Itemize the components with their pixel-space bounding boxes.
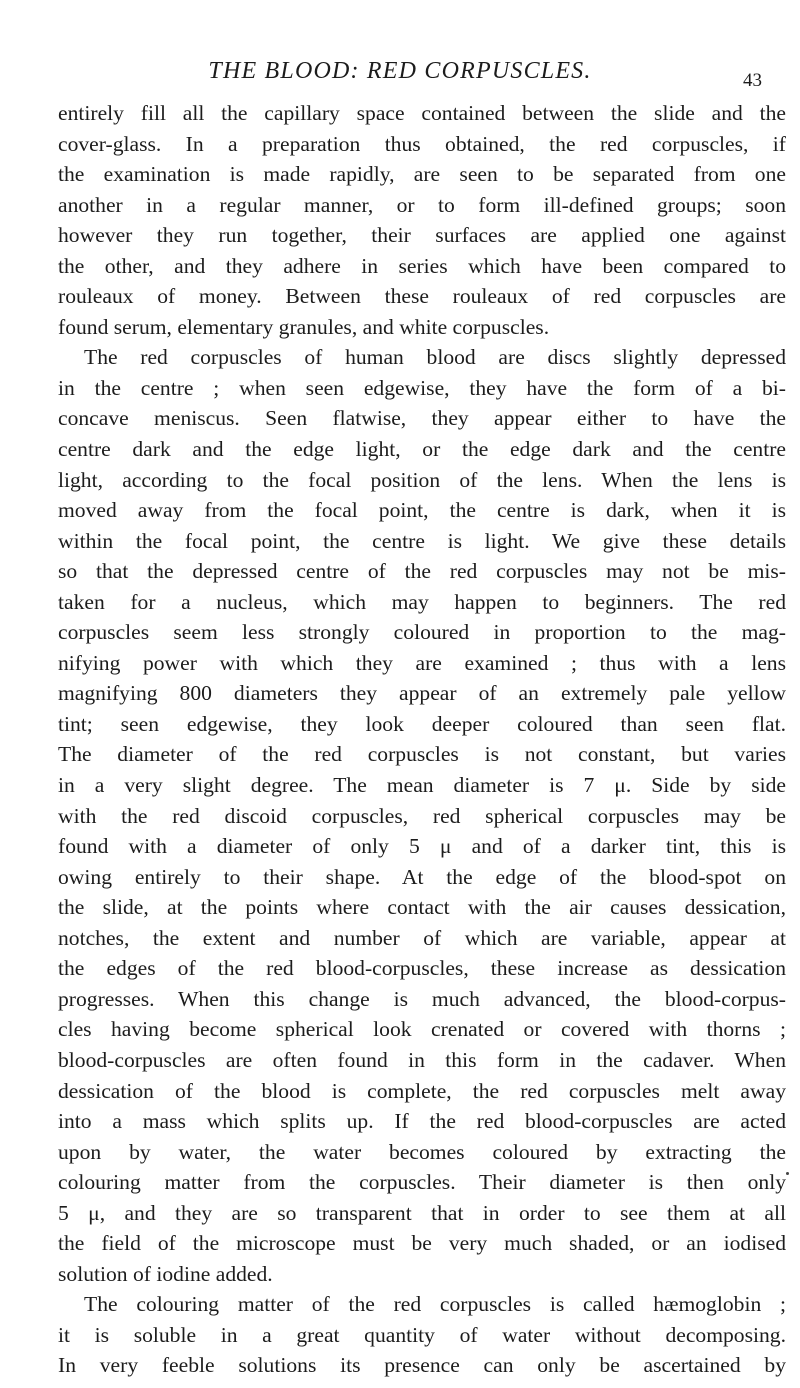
text-line: taken for a nucleus, which may happen to beginners. The red: [58, 589, 786, 614]
text-line: so that the depressed centre of the red corpuscles may not be mis-: [58, 559, 786, 584]
text-line: dessication of the blood is complete, the red corpuscles melt away: [58, 1078, 786, 1103]
text-line: nifying power with which they are examined ; thus with a lens: [58, 650, 786, 675]
text-line: the edges of the red blood-corpuscles, these increase as dessication: [58, 956, 786, 981]
page-number: 43: [743, 70, 762, 91]
text-line: concave meniscus. Seen flatwise, they appear either to have the: [58, 406, 786, 431]
text-line: solution of iodine added.: [58, 1261, 273, 1286]
text-line: found with a diameter of only 5 μ and of a darker tint, this is: [58, 834, 786, 859]
text-line: upon by water, the water becomes coloured by extracting the: [58, 1139, 786, 1164]
text-line: colouring matter from the corpuscles. Their diameter is then only: [58, 1170, 786, 1195]
text-line: owing entirely to their shape. At the edge of the blood-spot on: [58, 864, 786, 889]
text-line: light, according to the focal position of the lens. When the lens is: [58, 467, 786, 492]
text-line: blood-corpuscles are often found in this form in the cadaver. When: [58, 1047, 786, 1072]
text-line: The red corpuscles of human blood are discs slightly depressed: [84, 345, 786, 370]
text-line: entirely fill all the capillary space contained between the slide and the: [58, 101, 786, 125]
text-line: in a very slight degree. The mean diameter is 7 μ. Side by side: [58, 773, 786, 798]
text-line: however they run together, their surfaces are applied one against: [58, 223, 786, 248]
body-text: [58, 98, 786, 1381]
text-line: The colouring matter of the red corpuscles is called hæmoglobin ;: [84, 1292, 786, 1317]
text-line: the other, and they adhere in series which have been compared to: [58, 253, 786, 278]
margin-speck: [786, 1172, 789, 1175]
text-line: In very feeble solutions its presence can only be ascertained by: [58, 1353, 786, 1378]
text-line: notches, the extent and number of which are variable, appear at: [58, 925, 786, 950]
text-line: rouleaux of money. Between these rouleaux of red corpuscles are: [58, 284, 786, 309]
text-line: cover-glass. In a preparation thus obtained, the red corpuscles, if: [58, 131, 786, 156]
text-line: the field of the microscope must be very much shaded, or an iodised: [58, 1231, 786, 1256]
text-line: corpuscles seem less strongly coloured in proportion to the mag-: [58, 620, 786, 645]
text-line: found serum, elementary granules, and white corpuscles.: [58, 314, 550, 339]
text-line: progresses. When this change is much advanced, the blood-corpus-: [58, 986, 786, 1011]
text-line: tint; seen edgewise, they look deeper coloured than seen flat.: [58, 711, 786, 736]
text-line: another in a regular manner, or to form ill-defined groups; soon: [58, 192, 786, 217]
text-line: moved away from the focal point, the centre is dark, when it is: [58, 498, 786, 523]
text-line: the slide, at the points where contact with the air causes dessication,: [58, 895, 786, 920]
page-header: [0, 56, 800, 90]
text-line: with the red discoid corpuscles, red spherical corpuscles may be: [58, 803, 786, 828]
text-line: The diameter of the red corpuscles is not constant, but varies: [58, 742, 786, 767]
text-line: magnifying 800 diameters they appear of an extremely pale yellow: [58, 681, 786, 706]
text-line: into a mass which splits up. If the red blood-corpuscles are acted: [58, 1109, 786, 1134]
running-head: THE BLOOD: RED CORPUSCLES.: [208, 58, 592, 84]
text-line: within the focal point, the centre is light. We give these details: [58, 528, 786, 553]
text-line: centre dark and the edge light, or the edge dark and the centre: [58, 437, 786, 462]
text-line: in the centre ; when seen edgewise, they have the form of a bi-: [58, 375, 786, 400]
text-line: cles having become spherical look crenated or covered with thorns ;: [58, 1017, 786, 1042]
text-line: 5 μ, and they are so transparent that in order to see them at all: [58, 1200, 786, 1225]
text-line: it is soluble in a great quantity of water without decomposing.: [58, 1322, 786, 1347]
text-line: the examination is made rapidly, are seen to be separated from one: [58, 162, 786, 187]
